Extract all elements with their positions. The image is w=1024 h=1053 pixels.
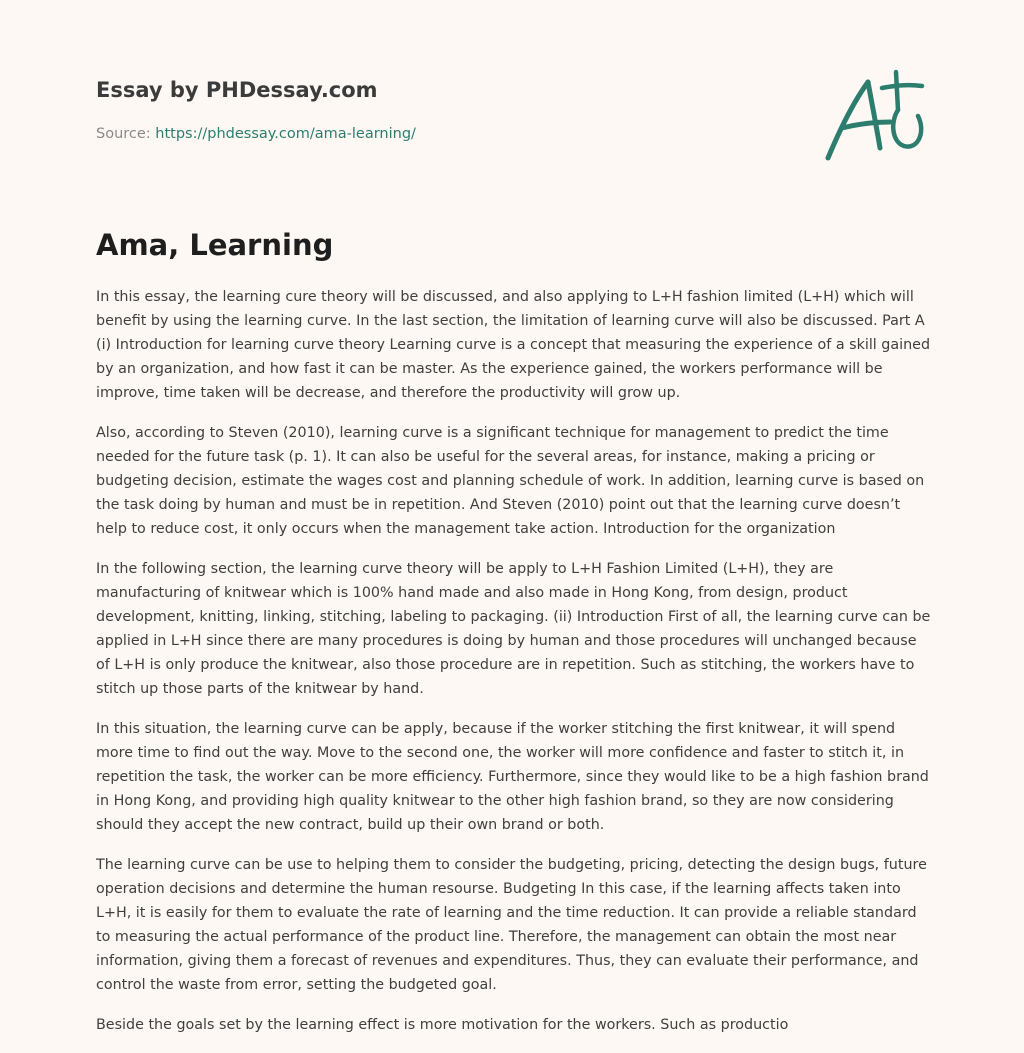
essay-paragraph: In this situation, the learning curve can be apply, because if the worker stitching the first knitwear, it will spend more time to find out the way. Move to the second one, the worker will more confidence and faster to stitch it, in repetition the task, the worker can be more efficiency. Furthermore, since they would like to be a high fashion brand in Hong Kong, and providing high quality knitwear to the other high fashion brand, so they are now considering should they accept the new contract, build up their own brand or both. bbox=[96, 721, 929, 833]
source-line bbox=[96, 124, 796, 144]
essay-paragraph: The learning curve can be use to helping them to consider the budgeting, pricing, detecting the design bugs, future operation decisions and determine the human resourse. Budgeting In this case, if the learning affects taken into L+H, it is easily for them to evaluate the rate of learning and the time reduction. It can provide a reliable standard to measuring the actual performance of the product line. Therefore, the management can obtain the most near information, giving them a forecast of revenues and expenditures. Thus, they can evaluate their performance, and control the waste from error, setting the budgeted goal. bbox=[96, 857, 927, 993]
essay-title: Ama, Learning bbox=[96, 228, 334, 262]
essay-header bbox=[96, 76, 796, 144]
essay-paragraph: Also, according to Steven (2010), learning curve is a significant technique for management to predict the time needed for the future task (p. 1). It can also be useful for the several areas, for instance, making a pricing or budgeting decision, estimate the wages cost and planning schedule of work. In addition, learning curve is based on the task doing by human and must be in repetition. And Steven (2010) point out that the learning curve doesn’t help to reduce cost, it only occurs when the management take action. Introduction for the organization bbox=[96, 425, 925, 537]
source-link[interactable]: https://phdessay.com/ama-learning/ bbox=[155, 126, 416, 142]
essay-paragraph: In this essay, the learning cure theory will be discussed, and also applying to L+H fashion limited (L+H) which will benefit by using the learning curve. In the last section, the limitation of learning curve will also be discussed. Part A (i) Introduction for learning curve theory Learning curve is a concept that measuring the experience of a skill gained by an organization, and how fast it can be master. As the experience gained, the workers performance will be improve, time taken will be decrease, and therefore the productivity will grow up. bbox=[96, 289, 931, 401]
a-plus-grade-icon bbox=[818, 64, 930, 168]
site-brand: Essay by PHDessay.com bbox=[96, 78, 378, 102]
essay-body bbox=[96, 285, 932, 1053]
essay-paragraph: In the following section, the learning curve theory will be apply to L+H Fashion Limited (L+H), they are manufacturing of knitwear which is 100% hand made and also made in Hong Kong, from design, product development, knitting, linking, stitching, labeling to packaging. (ii) Introduction First of all, the learning curve can be applied in L+H since there are many procedures is doing by human and those procedures will unchanged because of L+H is only produce the knitwear, also those procedure are in repetition. Such as stitching, the workers have to stitch up those parts of the knitwear by hand. bbox=[96, 561, 931, 697]
essay-paragraph: Beside the goals set by the learning effect is more motivation for the workers. Such as productio bbox=[96, 1017, 789, 1033]
source-label: Source: bbox=[96, 126, 151, 142]
